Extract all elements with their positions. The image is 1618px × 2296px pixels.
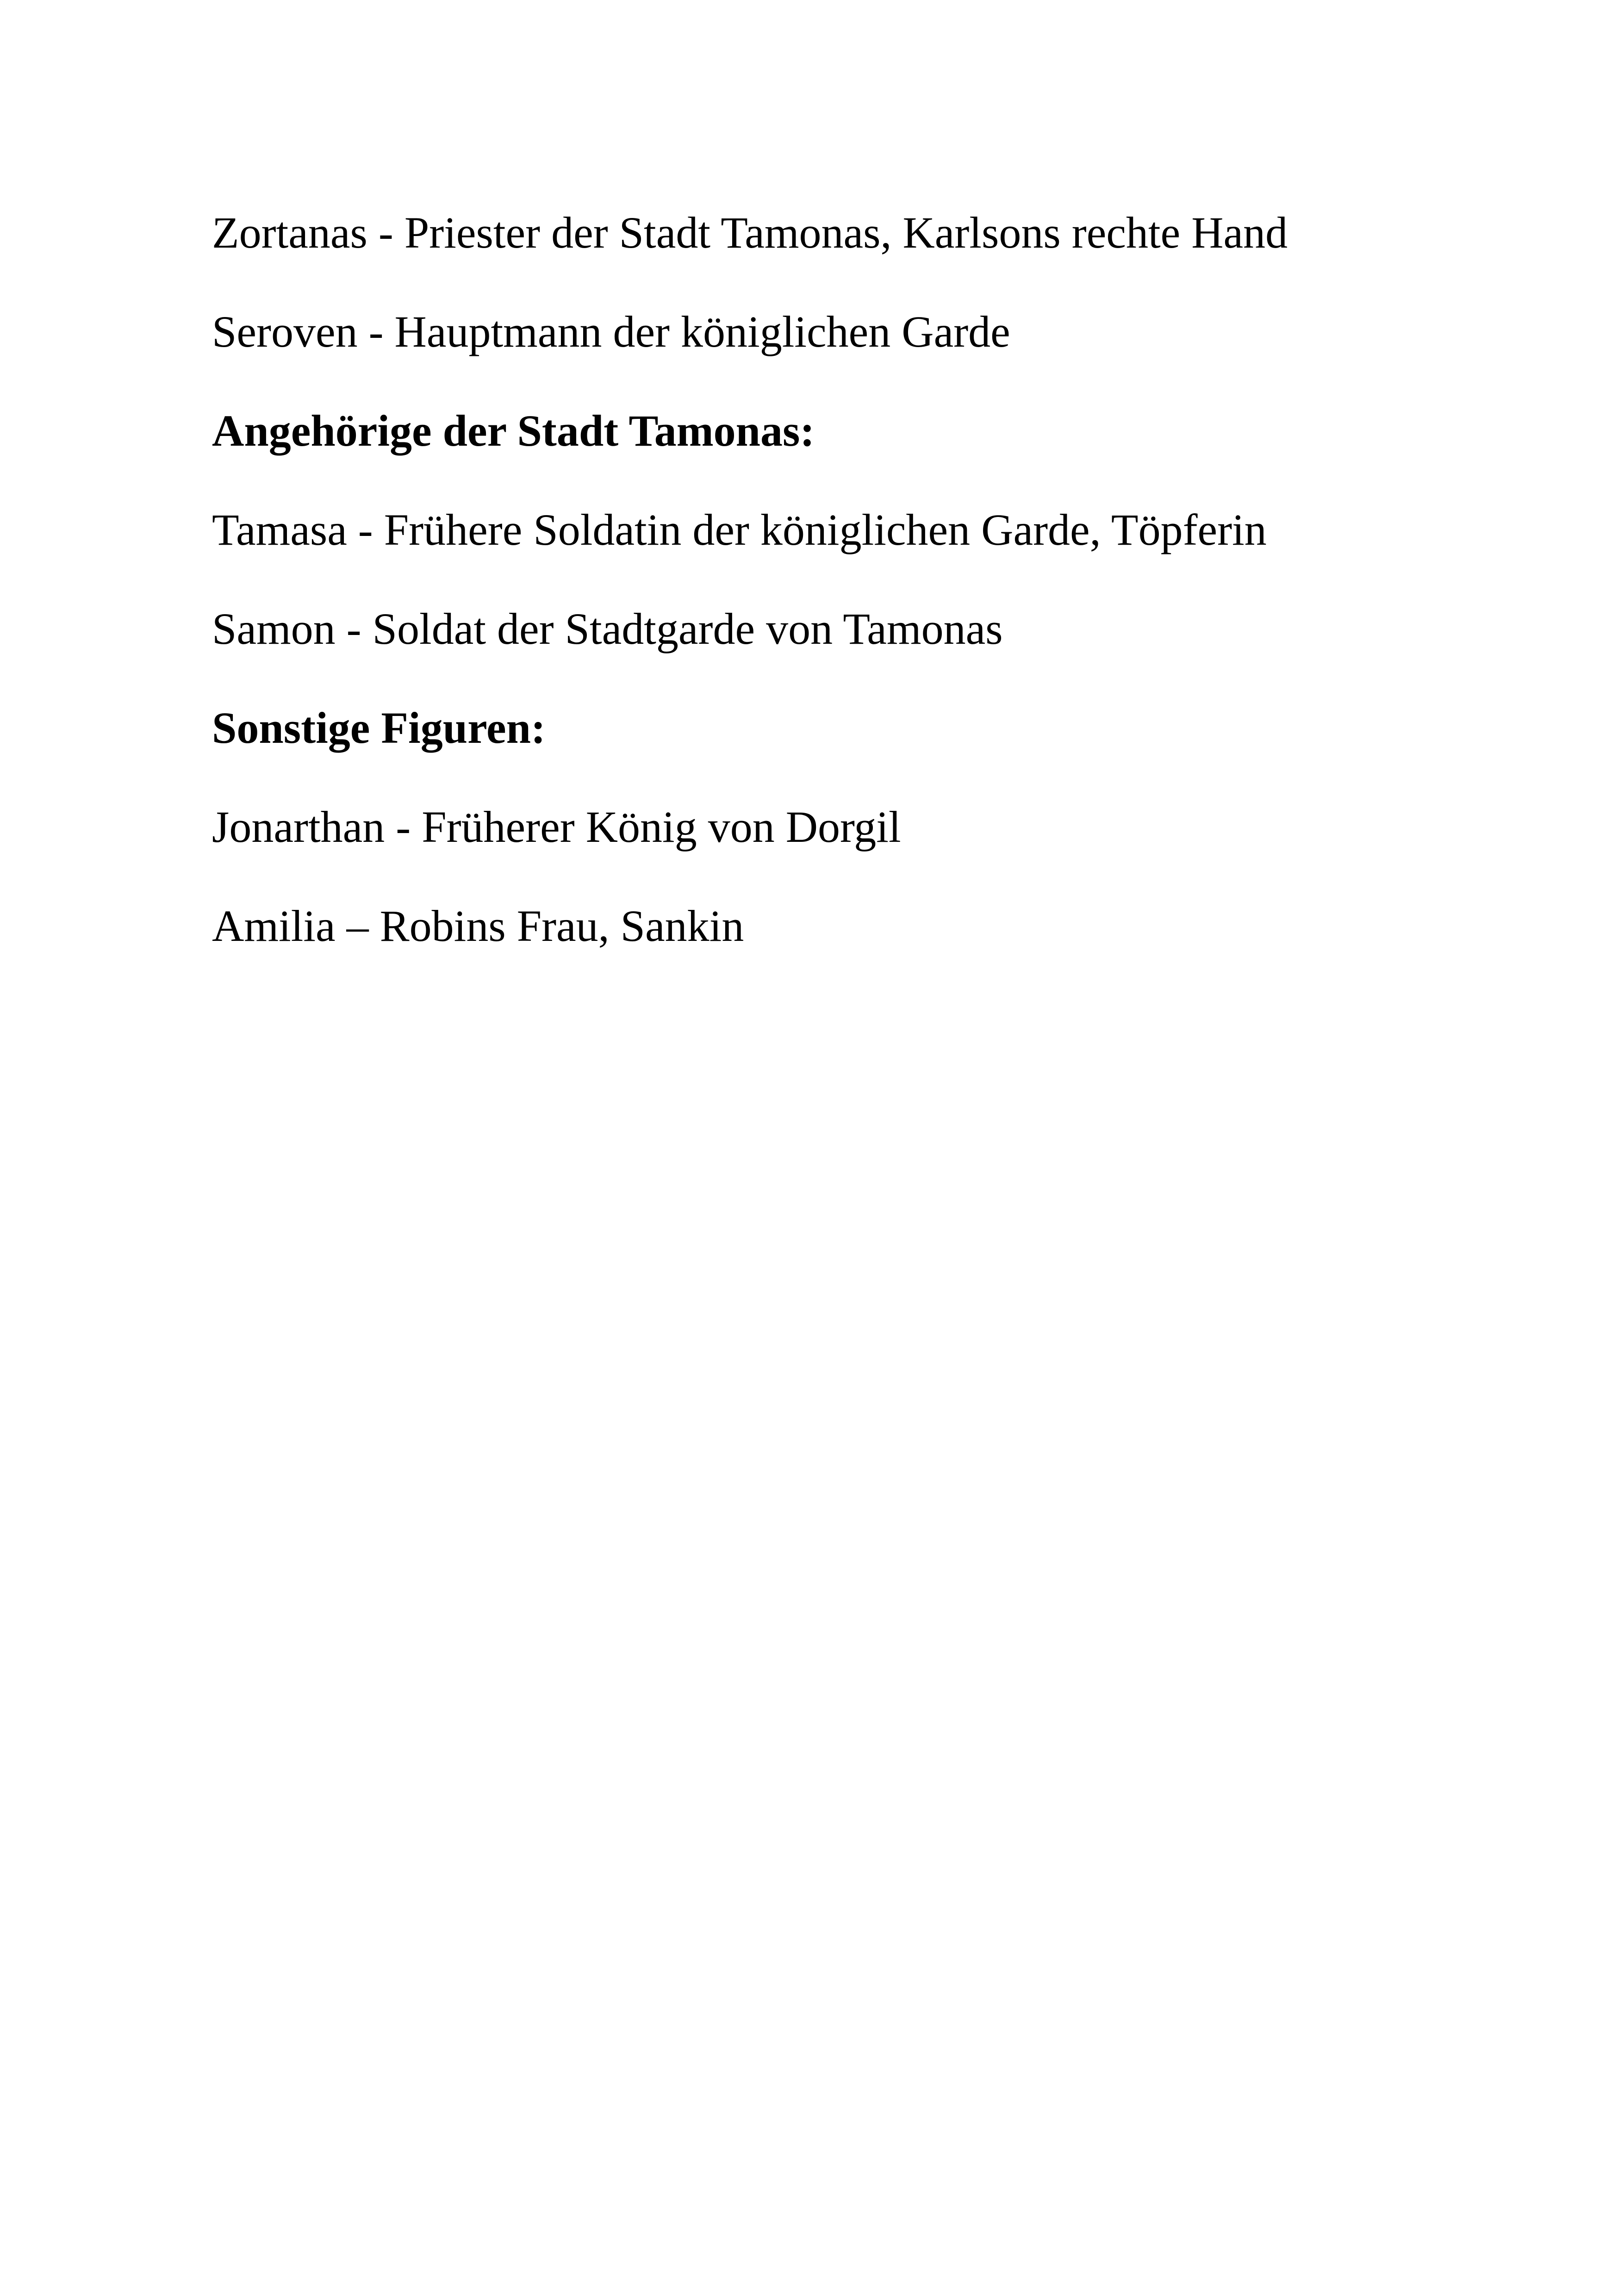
section-heading-sonstige-figuren: Sonstige Figuren: xyxy=(212,703,546,753)
character-entry-zortanas: Zortanas - Priester der Stadt Tamonas, Karlsons rechte Hand xyxy=(212,208,1288,257)
character-entry-tamasa: Tamasa - Frühere Soldatin der königlichen Garde, Töpferin xyxy=(212,505,1267,554)
character-entry-amilia: Amilia – Robins Frau, Sankin xyxy=(212,901,744,951)
character-entry-samon: Samon - Soldat der Stadtgarde von Tamonas xyxy=(212,604,1003,653)
character-entry-seroven: Seroven - Hauptmann der königlichen Garde xyxy=(212,307,1010,356)
character-entry-jonarthan: Jonarthan - Früherer König von Dorgil xyxy=(212,802,901,852)
section-heading-tamonas: Angehörige der Stadt Tamonas: xyxy=(212,406,815,455)
